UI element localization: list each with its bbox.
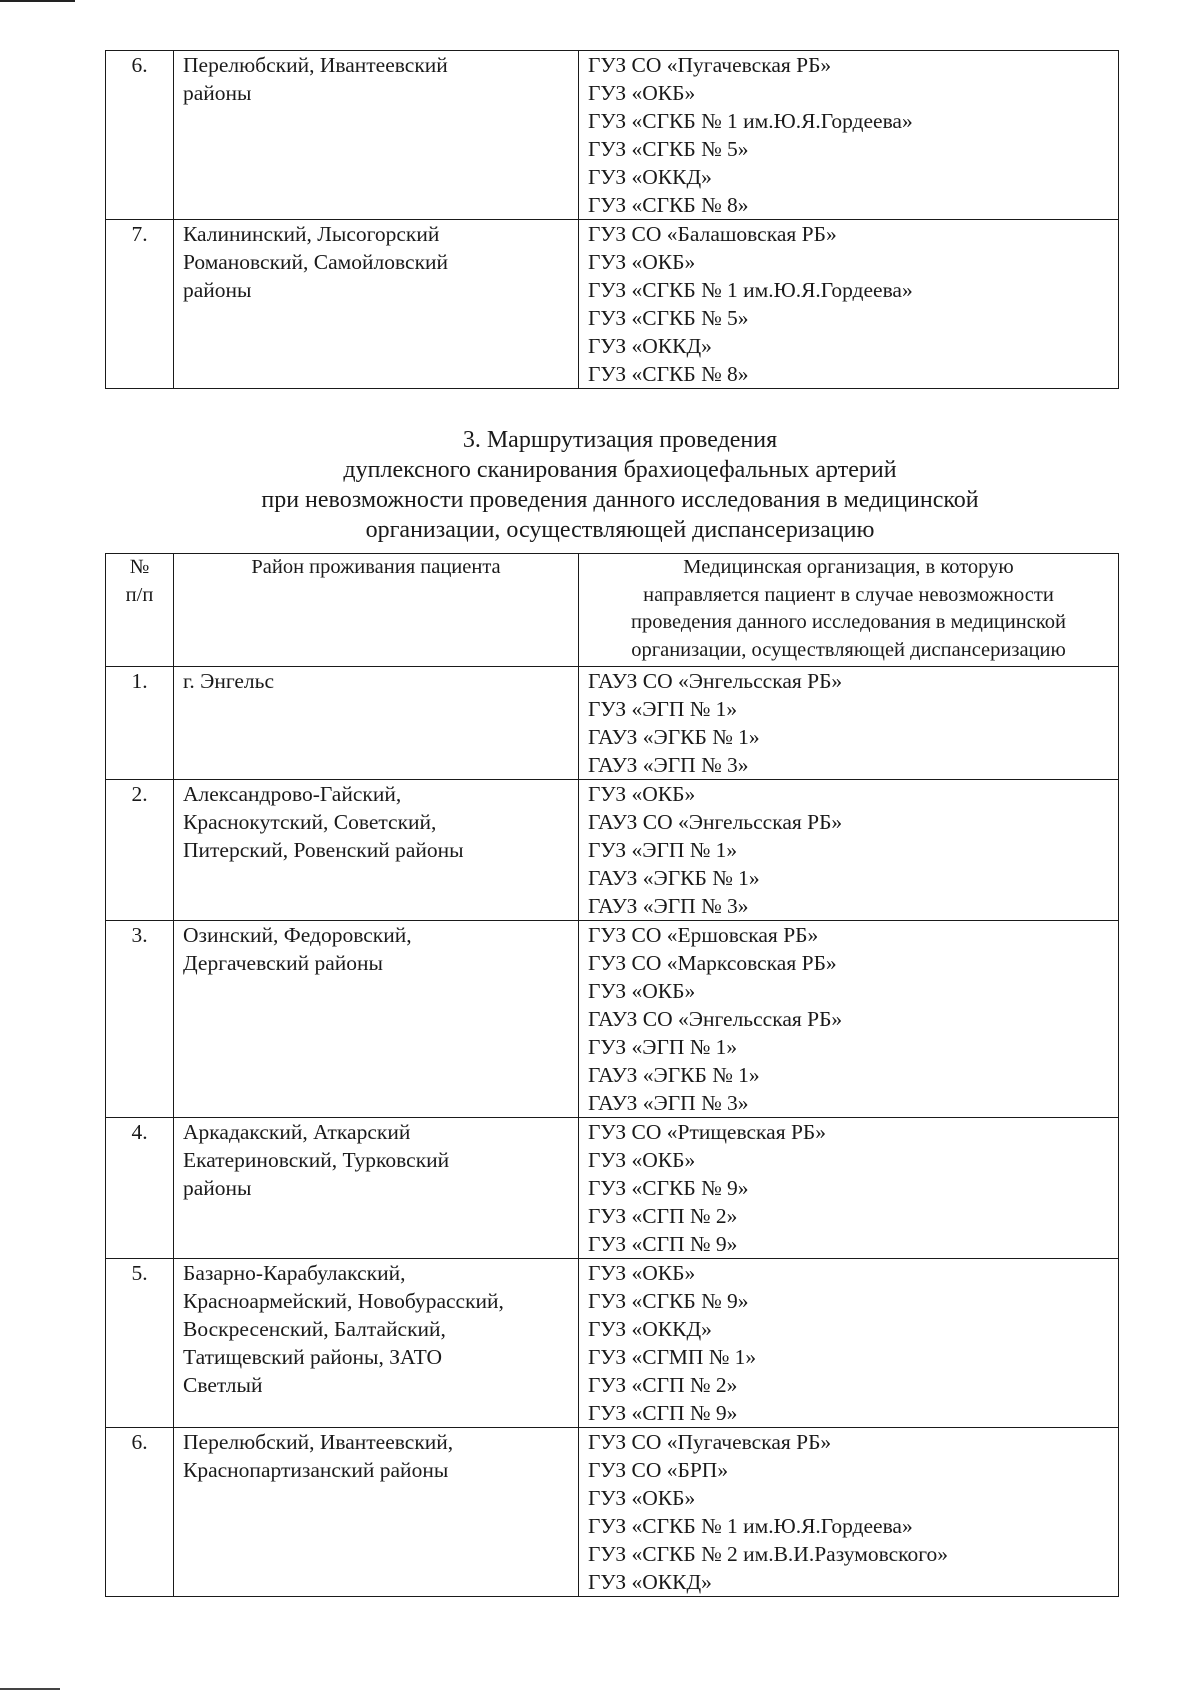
district-cell	[174, 1118, 579, 1259]
organization-line: ГУЗ «СГКБ № 8»	[588, 362, 749, 386]
row-number-cell	[106, 667, 174, 780]
header-organization-line: направляется пациент в случае невозможности	[643, 583, 1054, 606]
organization-line: ГУЗ «СГП № 9»	[588, 1232, 738, 1256]
district-line: Озинский, Федоровский,	[183, 923, 412, 947]
row-number-cell	[106, 780, 174, 921]
organization-line: ГАУЗ «ЭГКБ № 1»	[588, 866, 760, 890]
organization-line: ГУЗ «ОКБ»	[588, 1486, 696, 1510]
scan-edge-mark	[0, 0, 75, 2]
organization-line: ГУЗ СО «Балашовская РБ»	[588, 222, 837, 246]
table-header-row	[106, 554, 1119, 667]
row-number: 1.	[131, 669, 148, 693]
row-number-cell	[106, 51, 174, 220]
organization-line: ГУЗ «СГП № 2»	[588, 1204, 738, 1228]
district-line: Романовский, Самойловский	[183, 250, 449, 274]
organization-line: ГУЗ «ЭГП № 1»	[588, 697, 738, 721]
organization-line: ГУЗ «ОКБ»	[588, 1261, 696, 1285]
section-title-line: при невозможности проведения данного исследования в медицинской	[261, 487, 979, 513]
header-num	[106, 554, 174, 667]
district-line: районы	[183, 81, 252, 105]
organization-cell	[579, 220, 1119, 389]
organization-line: ГУЗ «СГКБ № 5»	[588, 306, 749, 330]
district-cell	[174, 51, 579, 220]
organization-line: ГУЗ «ОКБ»	[588, 782, 696, 806]
organization-line: ГАУЗ «ЭГП № 3»	[588, 1091, 749, 1115]
organization-line: ГУЗ «ЭГП № 1»	[588, 838, 738, 862]
district-line: Базарно-Карабулакский,	[183, 1261, 406, 1285]
table-row	[106, 51, 1119, 220]
organization-line: ГУЗ СО «Марксовская РБ»	[588, 951, 837, 975]
section-title-line: организации, осуществляющей диспансеризацию	[365, 517, 875, 543]
organization-line: ГУЗ «СГМП № 1»	[588, 1345, 757, 1369]
row-number-cell	[106, 1259, 174, 1428]
duplex-scan-routing-table	[105, 553, 1119, 1597]
organization-line: ГУЗ «ОККД»	[588, 165, 712, 189]
duplex-scan-routing-table-body	[106, 667, 1119, 1597]
district-line: Краснопартизанский районы	[183, 1458, 449, 1482]
organization-line: ГУЗ «СГКБ № 2 им.В.И.Разумовского»	[588, 1542, 949, 1566]
organization-line: ГАУЗ СО «Энгельсская РБ»	[588, 810, 843, 834]
organization-line: ГУЗ СО «БРП»	[588, 1458, 729, 1482]
table-row	[106, 1428, 1119, 1597]
district-line: Перелюбский, Ивантеевский,	[183, 1430, 454, 1454]
district-line: г. Энгельс	[183, 669, 274, 693]
district-cell	[174, 921, 579, 1118]
organization-line: ГУЗ СО «Пугачевская РБ»	[588, 1430, 832, 1454]
section-title-line: дуплексного сканирования брахиоцефальных артерий	[343, 457, 897, 483]
organization-line: ГУЗ «СГКБ № 9»	[588, 1176, 749, 1200]
organization-line: ГУЗ «ОККД»	[588, 334, 712, 358]
row-number: 6.	[131, 1430, 148, 1454]
section-title-line: 3. Маршрутизация проведения	[462, 427, 778, 453]
organization-cell	[579, 780, 1119, 921]
row-number: 3.	[131, 923, 148, 947]
organization-cell	[579, 1118, 1119, 1259]
district-cell	[174, 667, 579, 780]
organization-line: ГУЗ «ОКБ»	[588, 250, 696, 274]
district-cell	[174, 1259, 579, 1428]
header-district	[174, 554, 579, 667]
district-line: Питерский, Ровенский районы	[183, 838, 464, 862]
organization-line: ГУЗ «СГКБ № 5»	[588, 137, 749, 161]
row-number: 7.	[131, 222, 148, 246]
district-line: Перелюбский, Ивантеевский	[183, 53, 448, 77]
organization-line: ГУЗ «ОКБ»	[588, 81, 696, 105]
scan-edge-mark	[0, 1688, 60, 1690]
table-row	[106, 921, 1119, 1118]
district-line: Светлый	[183, 1373, 263, 1397]
organization-line: ГУЗ «СГКБ № 9»	[588, 1289, 749, 1313]
routing-table-continuation-body	[106, 51, 1119, 389]
header-organization	[579, 554, 1119, 667]
row-number-cell	[106, 1118, 174, 1259]
organization-line: ГУЗ «ОККД»	[588, 1570, 712, 1594]
organization-line: ГУЗ СО «Ершовская РБ»	[588, 923, 819, 947]
row-number-cell	[106, 921, 174, 1118]
header-num-line: №	[129, 556, 150, 578]
district-line: районы	[183, 278, 252, 302]
district-line: Александрово-Гайский,	[183, 782, 402, 806]
organization-line: ГУЗ «СГКБ № 1 им.Ю.Я.Гордеева»	[588, 1514, 913, 1538]
organization-line: ГУЗ «ОКБ»	[588, 1148, 696, 1172]
organization-cell	[579, 921, 1119, 1118]
organization-line: ГУЗ «СГКБ № 8»	[588, 193, 749, 217]
district-line: Калининский, Лысогорский	[183, 222, 440, 246]
header-num-line: п/п	[125, 583, 154, 606]
district-cell	[174, 220, 579, 389]
district-cell	[174, 780, 579, 921]
organization-cell	[579, 51, 1119, 220]
header-organization-line: организации, осуществляющей диспансеризацию	[631, 638, 1066, 661]
organization-line: ГУЗ «СГКБ № 1 им.Ю.Я.Гордеева»	[588, 109, 913, 133]
row-number: 4.	[131, 1120, 148, 1144]
table-row	[106, 667, 1119, 780]
row-number-cell	[106, 1428, 174, 1597]
organization-line: ГУЗ «ЭГП № 1»	[588, 1035, 738, 1059]
district-line: Краснокутский, Советский,	[183, 810, 437, 834]
organization-line: ГУЗ «СГП № 9»	[588, 1401, 738, 1425]
organization-line: ГУЗ «ОККД»	[588, 1317, 712, 1341]
organization-line: ГУЗ СО «Пугачевская РБ»	[588, 53, 832, 77]
organization-cell	[579, 667, 1119, 780]
organization-line: ГАУЗ «ЭГП № 3»	[588, 894, 749, 918]
table-row	[106, 780, 1119, 921]
organization-line: ГУЗ «СГП № 2»	[588, 1373, 738, 1397]
organization-line: ГУЗ «ОКБ»	[588, 979, 696, 1003]
header-organization-line: Медицинская организация, в которую	[683, 556, 1014, 578]
routing-table-continuation	[105, 50, 1119, 389]
table-row	[106, 220, 1119, 389]
organization-line: ГУЗ «СГКБ № 1 им.Ю.Я.Гордеева»	[588, 278, 913, 302]
header-organization-line: проведения данного исследования в медицинской	[631, 611, 1066, 633]
row-number: 2.	[131, 782, 148, 806]
row-number: 6.	[131, 53, 148, 77]
table-row	[106, 1259, 1119, 1428]
organization-line: ГАУЗ «ЭГКБ № 1»	[588, 725, 760, 749]
header-district-label: Район проживания пациента	[251, 556, 501, 578]
district-line: Красноармейский, Новобурасский,	[183, 1289, 504, 1313]
organization-line: ГАУЗ «ЭГКБ № 1»	[588, 1063, 760, 1087]
organization-line: ГУЗ СО «Ртищевская РБ»	[588, 1120, 827, 1144]
district-line: Екатериновский, Турковский	[183, 1148, 450, 1172]
row-number-cell	[106, 220, 174, 389]
district-line: Дергачевский районы	[183, 951, 383, 975]
district-line: Воскресенский, Балтайский,	[183, 1317, 446, 1341]
district-line: районы	[183, 1176, 252, 1200]
organization-cell	[579, 1259, 1119, 1428]
district-line: Татищевский районы, ЗАТО	[183, 1345, 443, 1369]
district-cell	[174, 1428, 579, 1597]
section-title	[120, 425, 1120, 545]
organization-line: ГАУЗ СО «Энгельсская РБ»	[588, 1007, 843, 1031]
row-number: 5.	[131, 1261, 148, 1285]
organization-line: ГАУЗ СО «Энгельсская РБ»	[588, 669, 843, 693]
organization-cell	[579, 1428, 1119, 1597]
table-row	[106, 1118, 1119, 1259]
district-line: Аркадакский, Аткарский	[183, 1120, 411, 1144]
organization-line: ГАУЗ «ЭГП № 3»	[588, 753, 749, 777]
